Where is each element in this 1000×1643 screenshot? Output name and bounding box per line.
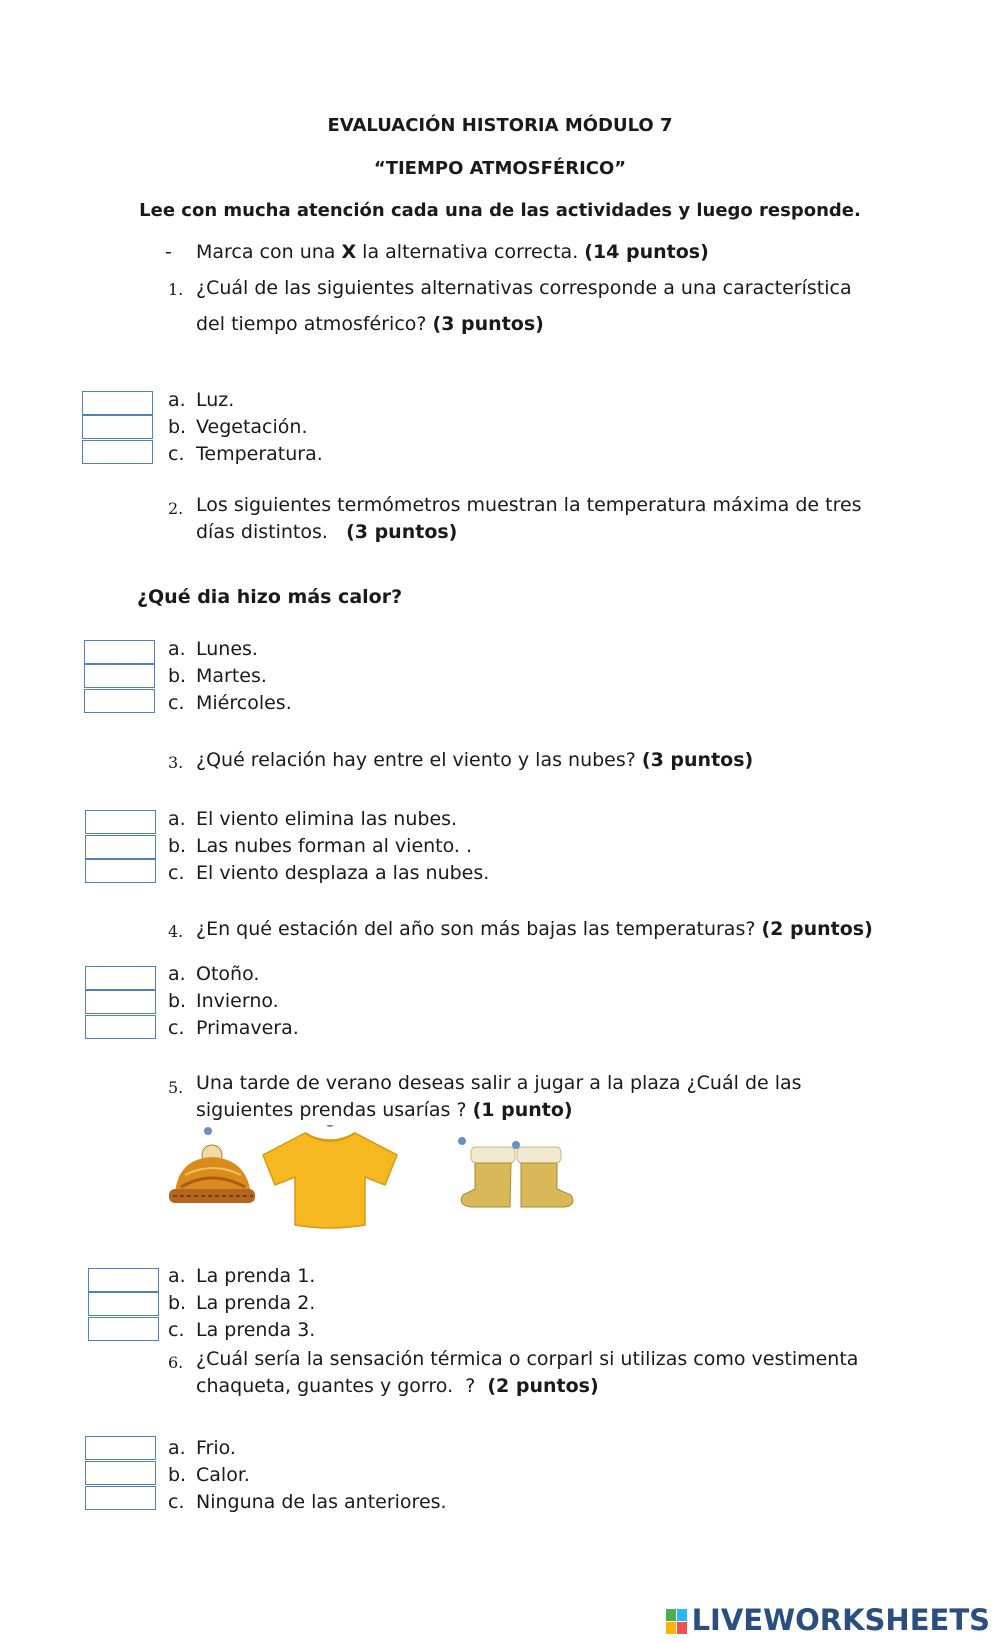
q3-option-a-text: El viento elimina las nubes.	[196, 808, 458, 830]
question-2-number: 2.	[168, 499, 184, 518]
question-6-line2-text: chaqueta, guantes y gorro. ?	[196, 1375, 488, 1397]
q4-answer-box-b[interactable]	[85, 990, 156, 1014]
q2-option-b-text: Martes.	[196, 665, 267, 687]
q5-option-b-letter: b.	[168, 1292, 187, 1314]
q3-answer-box-b[interactable]	[85, 835, 156, 859]
q1-option-c-letter: c.	[168, 443, 185, 465]
question-1-line1: ¿Cuál de las siguientes alternativas corresponde a una característica	[196, 277, 852, 299]
q5-answer-box-b[interactable]	[88, 1292, 159, 1316]
question-5-line2	[196, 1097, 886, 1124]
liveworksheets-logo-text: LIVEWORKSHEETS	[691, 1603, 990, 1637]
question-3-number: 3.	[168, 753, 184, 772]
q3-option-b-letter: b.	[168, 835, 187, 857]
q4-option-b-letter: b.	[168, 990, 187, 1012]
q2-answer-box-c[interactable]	[84, 689, 155, 713]
boots-icon	[458, 1137, 573, 1207]
q6-option-a-letter: a.	[168, 1437, 186, 1459]
q5-answer-box-c[interactable]	[88, 1317, 159, 1341]
q4-answer-box-c[interactable]	[85, 1015, 156, 1039]
q6-option-b-letter: b.	[168, 1464, 187, 1486]
q2-answer-box-a[interactable]	[84, 640, 155, 664]
q6-option-a-text: Frio.	[196, 1437, 236, 1459]
q4-option-b-text: Invierno.	[196, 990, 279, 1012]
question-2-line2-text: días distintos.	[196, 521, 347, 543]
t-shirt-icon	[263, 1125, 397, 1228]
question-1-line2-text: del tiempo atmosférico?	[196, 313, 433, 335]
q1-option-c-text: Temperatura.	[196, 443, 323, 465]
question-4-text	[196, 911, 896, 947]
q2-answer-box-b[interactable]	[84, 664, 155, 688]
q3-option-c-letter: c.	[168, 862, 185, 884]
q1-answer-box-c[interactable]	[82, 440, 153, 464]
intro-text: Lee con mucha atención cada una de las actividades y luego responde.	[139, 200, 861, 221]
question-4-line1: ¿En qué estación del año son más bajas las temperaturas?	[196, 918, 762, 940]
q5-option-c-letter: c.	[168, 1319, 185, 1341]
q4-option-a-text: Otoño.	[196, 963, 260, 985]
question-1-text	[196, 270, 886, 342]
question-3-text	[196, 742, 886, 778]
q3-option-c-text: El viento desplaza a las nubes.	[196, 862, 490, 884]
question-6-number: 6.	[168, 1353, 184, 1372]
instruction-mark: X	[341, 241, 357, 263]
q4-option-a-letter: a.	[168, 963, 186, 985]
q1-answer-box-b[interactable]	[82, 415, 153, 439]
q3-option-b-text: Las nubes forman al viento. .	[196, 835, 473, 857]
question-6-points: (2 puntos)	[487, 1375, 599, 1397]
question-5-number: 5.	[168, 1078, 184, 1097]
q6-answer-box-a[interactable]	[85, 1436, 156, 1460]
question-1-number: 1.	[168, 280, 184, 299]
q4-answer-box-a[interactable]	[85, 966, 156, 990]
q6-option-c-text: Ninguna de las anteriores.	[196, 1491, 447, 1513]
q3-option-a-letter: a.	[168, 808, 186, 830]
instruction	[196, 241, 709, 263]
page-subtitle: “TIEMPO ATMOSFÉRICO”	[373, 158, 627, 179]
q5-option-c-text: La prenda 3.	[196, 1319, 316, 1341]
q6-answer-box-c[interactable]	[85, 1486, 156, 1510]
question-2-subquestion: ¿Qué dia hizo más calor?	[137, 586, 403, 608]
q1-option-b-letter: b.	[168, 416, 187, 438]
q3-answer-box-c[interactable]	[85, 859, 156, 883]
q2-option-c-letter: c.	[168, 692, 185, 714]
question-5-line2-text: siguientes prendas usarías ?	[196, 1099, 473, 1121]
clothing-items-illustration	[165, 1125, 605, 1235]
q2-option-a-text: Lunes.	[196, 638, 258, 660]
q5-answer-box-a[interactable]	[88, 1268, 159, 1292]
question-2-line2	[196, 519, 886, 546]
q4-option-c-text: Primavera.	[196, 1017, 299, 1039]
question-2-text	[196, 492, 886, 546]
question-2-line1: Los siguientes termómetros muestran la temperatura máxima de tres	[196, 494, 862, 516]
instruction-points: (14 puntos)	[584, 241, 709, 263]
q3-answer-box-a[interactable]	[85, 810, 156, 834]
q1-answer-box-a[interactable]	[82, 391, 153, 415]
question-4-points: (2 puntos)	[761, 918, 873, 940]
question-3-points: (3 puntos)	[641, 749, 754, 771]
q2-option-a-letter: a.	[168, 638, 186, 660]
question-5-line1: Una tarde de verano deseas salir a jugar a la plaza ¿Cuál de las	[196, 1072, 802, 1094]
q2-option-c-text: Miércoles.	[196, 692, 292, 714]
question-2-points: (3 puntos)	[346, 521, 458, 543]
q1-option-b-text: Vegetación.	[196, 416, 308, 438]
question-4-number: 4.	[168, 922, 184, 941]
q2-option-b-letter: b.	[168, 665, 187, 687]
q4-option-c-letter: c.	[168, 1017, 185, 1039]
q1-option-a-letter: a.	[168, 389, 186, 411]
instruction-text: Marca con una	[196, 241, 342, 263]
question-5-text	[196, 1070, 886, 1124]
instruction-text-after: la alternativa correcta.	[356, 241, 585, 263]
q5-option-b-text: La prenda 2.	[196, 1292, 316, 1314]
question-6-line2	[196, 1373, 896, 1400]
question-6-text	[196, 1346, 896, 1400]
wool-hat-icon	[169, 1127, 255, 1203]
q1-option-a-text: Luz.	[196, 389, 235, 411]
page-title: EVALUACIÓN HISTORIA MÓDULO 7	[327, 115, 673, 136]
q6-option-b-text: Calor.	[196, 1464, 250, 1486]
q6-answer-box-b[interactable]	[85, 1461, 156, 1485]
q5-option-a-letter: a.	[168, 1265, 186, 1287]
question-1-points: (3 puntos)	[432, 313, 544, 335]
question-5-points: (1 punto)	[472, 1099, 573, 1121]
liveworksheets-logo-icon	[666, 1609, 688, 1635]
liveworksheets-logo	[666, 1603, 990, 1637]
instruction-dash: -	[165, 241, 172, 263]
question-3-line1: ¿Qué relación hay entre el viento y las nubes?	[196, 749, 642, 771]
question-1-line2	[196, 306, 886, 342]
q6-option-c-letter: c.	[168, 1491, 185, 1513]
question-6-line1: ¿Cuál sería la sensación térmica o corparl si utilizas como vestimenta	[196, 1348, 859, 1370]
q5-option-a-text: La prenda 1.	[196, 1265, 316, 1287]
